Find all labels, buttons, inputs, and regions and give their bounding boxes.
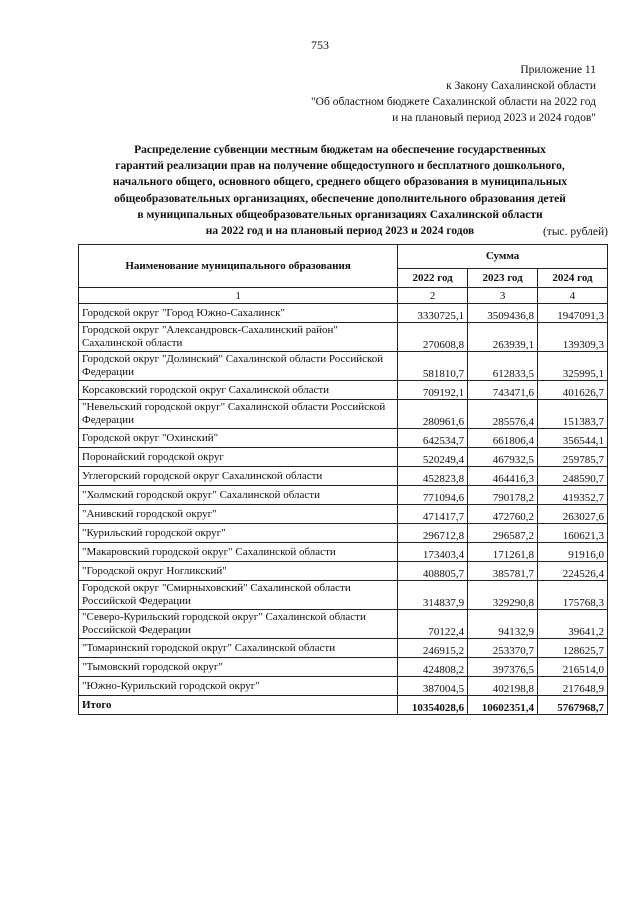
value-2024: 175768,3 <box>538 581 608 610</box>
value-2024: 217648,9 <box>538 677 608 696</box>
value-2023: 94132,9 <box>468 610 538 639</box>
page-number: 753 <box>311 38 329 52</box>
value-2023: 3509436,8 <box>468 304 538 323</box>
table-row <box>79 467 608 486</box>
table-row <box>79 323 608 352</box>
value-2023: 743471,6 <box>468 381 538 400</box>
table-row <box>79 429 608 448</box>
column-index: 4 <box>538 288 608 304</box>
document-title <box>70 142 610 239</box>
column-header-2022: 2022 год <box>398 268 468 287</box>
value-2022: 471417,7 <box>398 505 468 524</box>
value-2022: 424808,2 <box>398 658 468 677</box>
value-2024: 160621,3 <box>538 524 608 543</box>
title-line: в муниципальных общеобразовательных организациях Сахалинской области <box>137 208 543 221</box>
municipality-name: "Курильский городской округ" <box>79 524 398 543</box>
total-2023: 10602351,4 <box>468 696 538 715</box>
municipality-name: Городской округ "Город Южно-Сахалинск" <box>79 304 398 323</box>
budget-table <box>78 244 608 715</box>
municipality-name: Городской округ "Александровск-Сахалинский район" Сахалинской области <box>79 323 398 352</box>
municipality-name: Городской округ "Смирныховский" Сахалинской области Российской Федерации <box>79 581 398 610</box>
value-2022: 3330725,1 <box>398 304 468 323</box>
value-2023: 171261,8 <box>468 543 538 562</box>
total-row <box>79 696 608 715</box>
value-2023: 464416,3 <box>468 467 538 486</box>
municipality-name: "Невельский городской округ" Сахалинской области Российской Федерации <box>79 400 398 429</box>
value-2022: 771094,6 <box>398 486 468 505</box>
municipality-name: "Анивский городской округ" <box>79 505 398 524</box>
value-2023: 385781,7 <box>468 562 538 581</box>
value-2022: 642534,7 <box>398 429 468 448</box>
value-2023: 296587,2 <box>468 524 538 543</box>
value-2024: 401626,7 <box>538 381 608 400</box>
table-row <box>79 505 608 524</box>
value-2022: 70122,4 <box>398 610 468 639</box>
municipality-name: "Томаринский городской округ" Сахалинской области <box>79 639 398 658</box>
value-2024: 151383,7 <box>538 400 608 429</box>
title-line: на 2022 год и на плановый период 2023 и 2024 годов <box>205 225 475 238</box>
municipality-name: "Южно-Курильский городской округ" <box>79 677 398 696</box>
table-row <box>79 448 608 467</box>
table-row <box>79 524 608 543</box>
table-row <box>79 400 608 429</box>
municipality-name: "Макаровский городской округ" Сахалинской области <box>79 543 398 562</box>
units-label: (тыс. рублей) <box>542 226 608 238</box>
appendix-line: и на плановый период 2023 и 2024 годов" <box>392 112 596 124</box>
appendix-header <box>311 62 596 126</box>
table-row <box>79 352 608 381</box>
municipality-name: Углегорский городской округ Сахалинской области <box>79 467 398 486</box>
value-2024: 248590,7 <box>538 467 608 486</box>
value-2022: 520249,4 <box>398 448 468 467</box>
table-body <box>79 304 608 696</box>
total-label: Итого <box>79 696 398 715</box>
value-2023: 402198,8 <box>468 677 538 696</box>
value-2024: 356544,1 <box>538 429 608 448</box>
value-2023: 329290,8 <box>468 581 538 610</box>
value-2022: 581810,7 <box>398 352 468 381</box>
value-2023: 467932,5 <box>468 448 538 467</box>
value-2024: 419352,7 <box>538 486 608 505</box>
value-2024: 216514,0 <box>538 658 608 677</box>
column-index: 2 <box>398 288 468 304</box>
municipality-name: "Северо-Курильский городской округ" Сахалинской области Российской Федерации <box>79 610 398 639</box>
value-2023: 285576,4 <box>468 400 538 429</box>
value-2022: 387004,5 <box>398 677 468 696</box>
table-row <box>79 486 608 505</box>
value-2023: 472760,2 <box>468 505 538 524</box>
municipality-name: Городской округ "Долинский" Сахалинской области Российской Федерации <box>79 352 398 381</box>
value-2022: 173403,4 <box>398 543 468 562</box>
column-header-sum: Сумма <box>398 245 608 269</box>
appendix-line: "Об областном бюджете Сахалинской области на 2022 год <box>310 96 596 108</box>
table-row <box>79 543 608 562</box>
municipality-name: "Холмский городской округ" Сахалинской области <box>79 486 398 505</box>
table-row <box>79 381 608 400</box>
table-row <box>79 581 608 610</box>
value-2022: 452823,8 <box>398 467 468 486</box>
value-2024: 1947091,3 <box>538 304 608 323</box>
value-2023: 612833,5 <box>468 352 538 381</box>
title-line: гарантий реализации прав на получение общедоступного и бесплатного дошкольного, <box>115 160 565 173</box>
value-2022: 296712,8 <box>398 524 468 543</box>
table-row <box>79 658 608 677</box>
value-2022: 246915,2 <box>398 639 468 658</box>
value-2024: 128625,7 <box>538 639 608 658</box>
value-2023: 661806,4 <box>468 429 538 448</box>
total-2024: 5767968,7 <box>538 696 608 715</box>
value-2022: 280961,6 <box>398 400 468 429</box>
municipality-name: Поронайский городской округ <box>79 448 398 467</box>
value-2022: 270608,8 <box>398 323 468 352</box>
appendix-line: Приложение 11 <box>520 64 596 76</box>
title-line: общеобразовательных организациях, обеспечение дополнительного образования детей <box>114 192 566 205</box>
table-row <box>79 639 608 658</box>
value-2022: 314837,9 <box>398 581 468 610</box>
value-2024: 91916,0 <box>538 543 608 562</box>
column-index: 1 <box>79 288 398 304</box>
value-2023: 253370,7 <box>468 639 538 658</box>
municipality-name: "Тымовский городской округ" <box>79 658 398 677</box>
value-2023: 790178,2 <box>468 486 538 505</box>
value-2024: 224526,4 <box>538 562 608 581</box>
municipality-name: Городской округ "Охинский" <box>79 429 398 448</box>
title-line: начального общего, основного общего, среднего общего образования в муниципальных <box>112 176 568 189</box>
municipality-name: "Городской округ Ногликский" <box>79 562 398 581</box>
title-line: Распределение субвенции местным бюджетам на обеспечение государственных <box>134 144 546 156</box>
value-2023: 263939,1 <box>468 323 538 352</box>
table-row <box>79 677 608 696</box>
value-2022: 709192,1 <box>398 381 468 400</box>
value-2024: 325995,1 <box>538 352 608 381</box>
value-2024: 263027,6 <box>538 505 608 524</box>
appendix-line: к Закону Сахалинской области <box>446 80 596 92</box>
municipality-name: Корсаковский городской округ Сахалинской области <box>79 381 398 400</box>
value-2024: 259785,7 <box>538 448 608 467</box>
total-2022: 10354028,6 <box>398 696 468 715</box>
column-index: 3 <box>468 288 538 304</box>
column-header-2023: 2023 год <box>468 268 538 287</box>
column-header-name: Наименование муниципального образования <box>79 245 398 288</box>
column-header-2024: 2024 год <box>538 268 608 287</box>
value-2024: 39641,2 <box>538 610 608 639</box>
table-row <box>79 610 608 639</box>
value-2022: 408805,7 <box>398 562 468 581</box>
table-row <box>79 562 608 581</box>
value-2024: 139309,3 <box>538 323 608 352</box>
value-2023: 397376,5 <box>468 658 538 677</box>
table-row <box>79 304 608 323</box>
